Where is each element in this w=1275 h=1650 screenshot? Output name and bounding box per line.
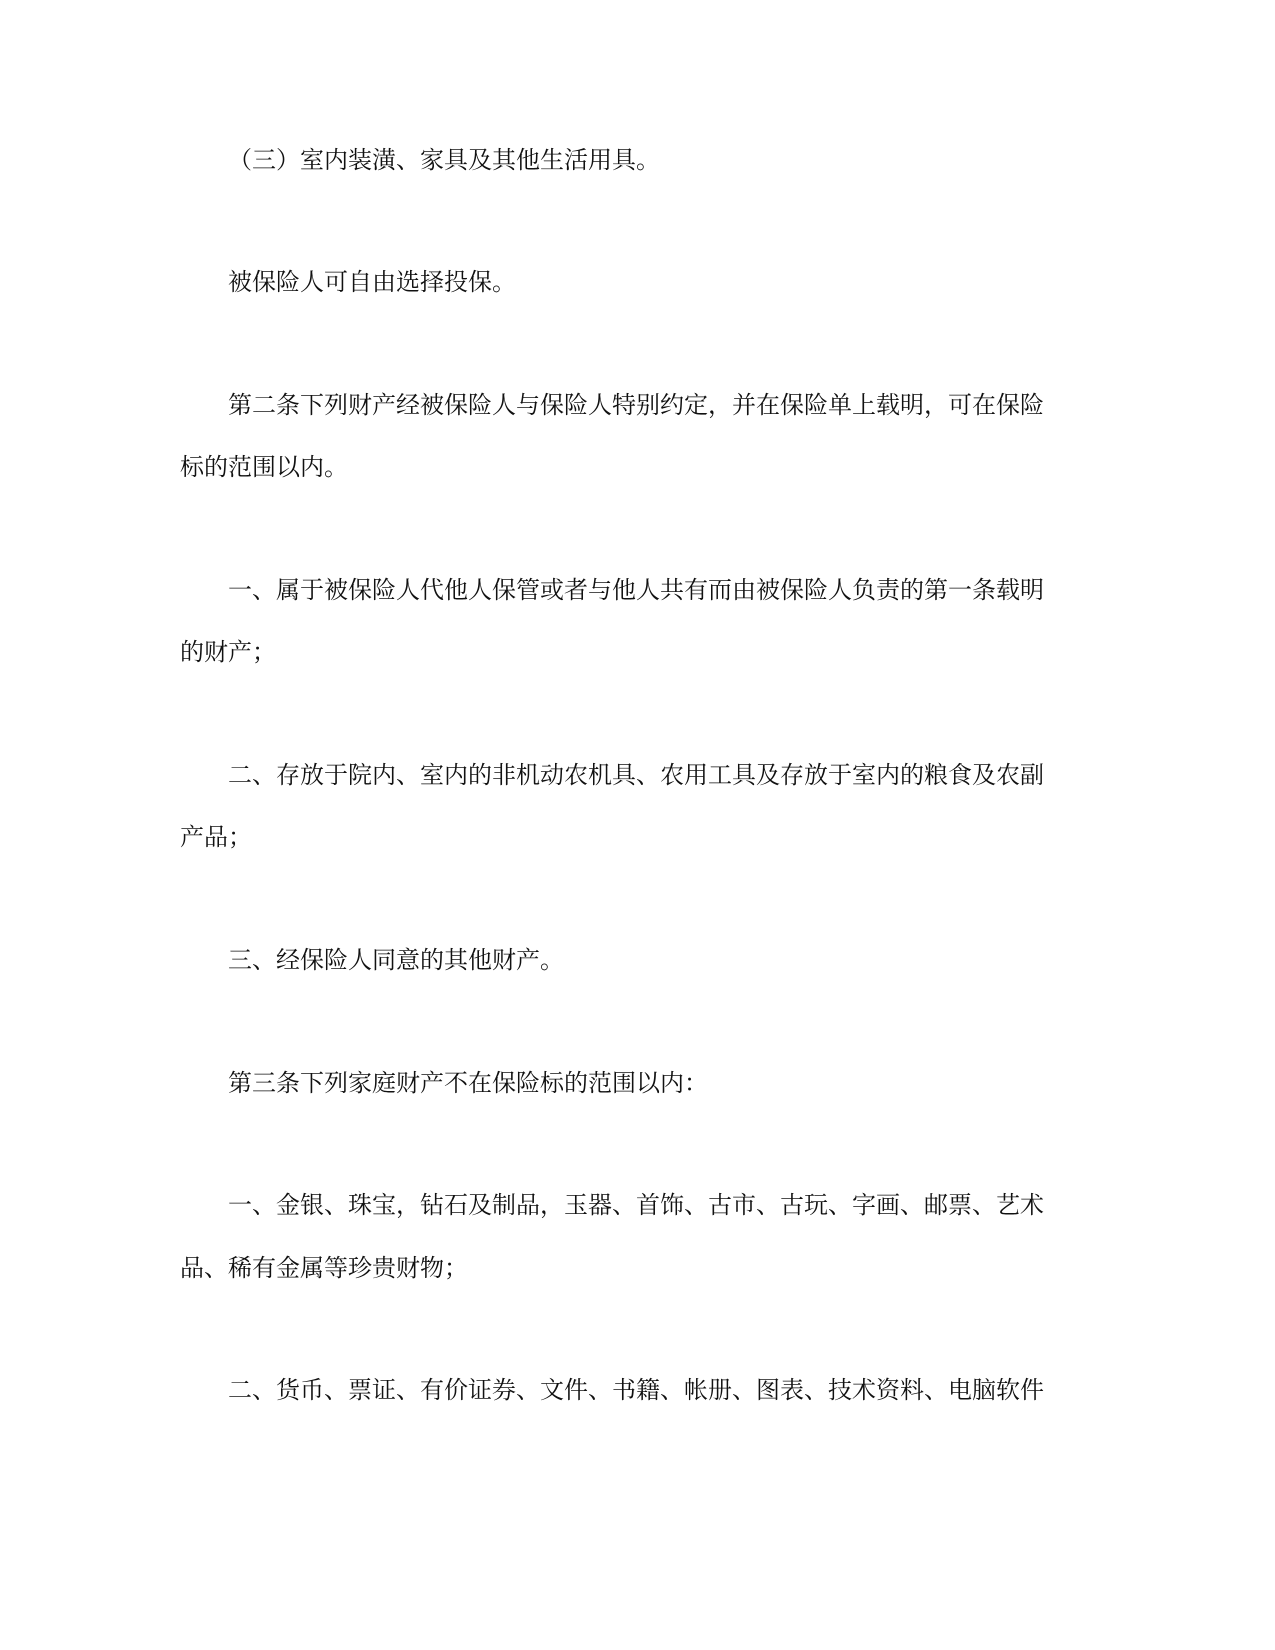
- item-two-line-1: 二、存放于院内、室内的非机动农机具、农用工具及存放于室内的粮食及农副: [228, 761, 1044, 789]
- clause-three-line: （三）室内装潢、家具及其他生活用具。: [228, 146, 660, 174]
- item-three-line: 三、经保险人同意的其他财产。: [228, 946, 564, 974]
- excluded-one-line-2: 品、稀有金属等珍贵财物；: [180, 1254, 468, 1282]
- free-choice-line: 被保险人可自由选择投保。: [228, 268, 516, 296]
- excluded-one-line-1: 一、金银、珠宝，钻石及制品，玉器、首饰、古市、古玩、字画、邮票、艺术: [228, 1191, 1044, 1219]
- item-two-line-2: 产品；: [180, 823, 252, 851]
- article-two-line-2: 标的范围以内。: [180, 453, 348, 481]
- article-three-line: 第三条下列家庭财产不在保险标的范围以内：: [228, 1069, 708, 1097]
- item-one-line-1: 一、属于被保险人代他人保管或者与他人共有而由被保险人负责的第一条载明: [228, 576, 1044, 604]
- article-two-line-1: 第二条下列财产经被保险人与保险人特别约定，并在保险单上载明，可在保险: [228, 391, 1044, 419]
- item-one-line-2: 的财产；: [180, 638, 276, 666]
- excluded-two-line-1: 二、货币、票证、有价证券、文件、书籍、帐册、图表、技术资料、电脑软件: [228, 1376, 1044, 1404]
